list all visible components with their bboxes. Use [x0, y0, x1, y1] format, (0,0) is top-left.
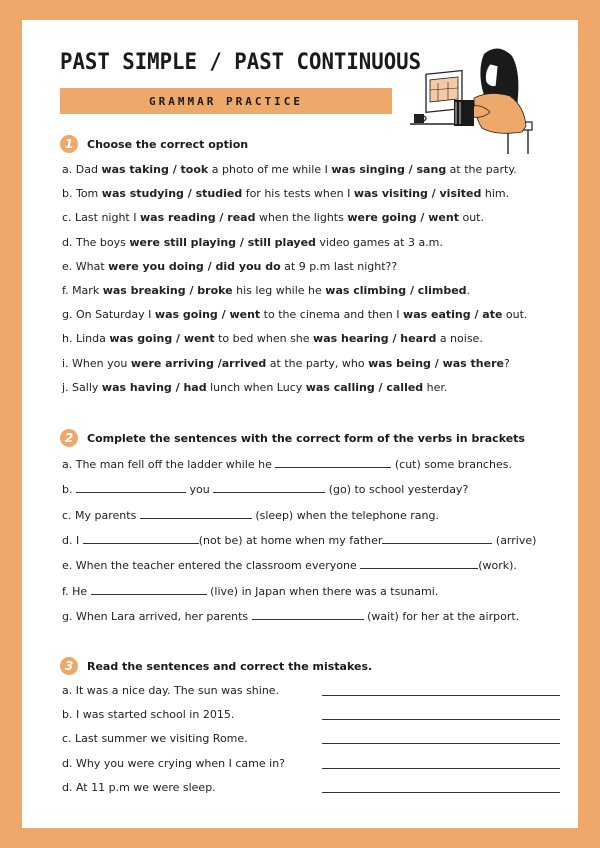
- section-3-heading: Read the sentences and correct the mistakes.: [87, 659, 373, 673]
- sentence-text: (work).: [478, 559, 517, 573]
- exercise-3-item: [62, 684, 279, 698]
- exercise-1-item: [62, 308, 527, 322]
- sentence-text: b. Tom: [62, 187, 102, 201]
- exercise-2-item: [62, 609, 519, 624]
- sentence-text: (live) in Japan when there was a tsunami.: [206, 584, 439, 598]
- sentence-text: at 9 p.m last night??: [280, 259, 398, 273]
- sentence-text: b.: [62, 483, 76, 497]
- option-choice: were arriving /arrived: [130, 356, 267, 370]
- exercise-1-item: [62, 357, 510, 371]
- sentence-text: (not be) at home when my father: [198, 533, 383, 547]
- student-at-laptop-illustration: [410, 38, 536, 156]
- sentence-text: f. He: [62, 584, 91, 598]
- subtitle-text: GRAMMAR PRACTICE: [149, 94, 303, 108]
- section-1-heading: Choose the correct option: [87, 137, 249, 151]
- page-title: PAST SIMPLE / PAST CONTINUOUS: [60, 50, 422, 75]
- option-choice: was reading / read: [139, 211, 256, 225]
- sentence-text: e. When the teacher entered the classroom everyone: [62, 559, 361, 573]
- sentence-text: her.: [423, 380, 448, 394]
- exercise-1-item: [62, 332, 483, 346]
- exercise-3-item: [62, 781, 216, 795]
- option-choice: was being / was there: [368, 356, 504, 370]
- exercise-3-item: [62, 708, 234, 722]
- sentence-text: d. I: [62, 533, 83, 547]
- sentence-text: you: [185, 483, 214, 497]
- answer-blank[interactable]: [140, 508, 252, 519]
- sentence-text: lunch when Lucy: [206, 380, 306, 394]
- option-choice: was going / went: [154, 308, 261, 322]
- option-choice: were you doing / did you do: [108, 259, 281, 273]
- correction-answer-line[interactable]: [322, 719, 560, 720]
- sentence-text: at the party, who: [266, 356, 369, 370]
- option-choice: was studying / studied: [101, 187, 243, 201]
- exercise-2-item: [62, 584, 438, 599]
- answer-blank[interactable]: [91, 584, 207, 595]
- section-1-number: 1: [60, 135, 78, 153]
- sentence-text: c. My parents: [62, 508, 140, 522]
- sentence-text: for his tests when I: [242, 187, 354, 201]
- sentence-text: h. Linda: [62, 332, 110, 346]
- exercise-1-item: [62, 260, 397, 274]
- exercise-1-item: [62, 381, 447, 395]
- option-choice: was breaking / broke: [102, 284, 233, 297]
- sentence-text: .: [466, 284, 471, 297]
- section-2-heading: Complete the sentences with the correct form of the verbs in brackets: [87, 431, 525, 445]
- exercise-1-item: [62, 187, 509, 201]
- sentence-text: i. When you: [62, 356, 131, 370]
- option-choice: was hearing / heard: [313, 332, 437, 346]
- answer-blank[interactable]: [83, 533, 199, 544]
- sentence-text: a noise.: [436, 332, 483, 346]
- exercise-2-item: [62, 558, 517, 573]
- option-choice: was visiting / visited: [353, 187, 482, 201]
- option-choice: was going / went: [109, 332, 215, 346]
- exercise-1-item: [62, 284, 470, 298]
- answer-blank[interactable]: [213, 482, 325, 493]
- exercise-2-item: [62, 457, 512, 472]
- section-3-number: 3: [60, 657, 78, 675]
- exercise-1-item: [62, 163, 517, 177]
- sentence-text: at the party.: [446, 163, 517, 176]
- option-choice: was calling / called: [305, 380, 424, 394]
- sentence-text: when the lights: [255, 211, 348, 225]
- sentence-text: c. Last night I: [62, 211, 140, 225]
- option-choice: were still playing / still played: [129, 235, 316, 249]
- sentence-text: him.: [481, 187, 510, 201]
- option-choice: was having / had: [101, 380, 207, 394]
- correction-answer-line[interactable]: [322, 695, 560, 696]
- option-choice: was climbing / climbed: [325, 284, 467, 297]
- correction-answer-line[interactable]: [322, 768, 560, 769]
- sentence-text: a. The man fell off the ladder while he: [62, 458, 276, 471]
- sentence-text: to bed when she: [214, 332, 314, 346]
- sentence-text: to the cinema and then I: [260, 308, 404, 322]
- section-2-number: 2: [60, 429, 78, 447]
- exercise-2-item: [62, 482, 468, 497]
- exercise-1-item: [62, 236, 443, 250]
- sentence-text: j. Sally: [62, 380, 102, 394]
- sentence-text: ?: [503, 356, 510, 370]
- answer-blank[interactable]: [76, 482, 186, 493]
- sentence-text: f. Mark: [62, 284, 103, 297]
- sentence-text: a photo of me while I: [208, 163, 332, 176]
- subtitle-banner: [60, 88, 392, 114]
- section-1-header: [60, 134, 248, 154]
- sentence-text: (cut) some branches.: [391, 458, 512, 471]
- option-choice: was taking / took: [101, 163, 209, 176]
- answer-blank[interactable]: [382, 533, 492, 544]
- sentence-text: (arrive): [492, 533, 537, 547]
- sentence-text: out.: [502, 308, 528, 322]
- answer-blank[interactable]: [360, 558, 478, 569]
- section-2-header: [60, 428, 525, 448]
- worksheet-page: [22, 20, 578, 828]
- sentence-text: b. I was started school in 2015.: [62, 708, 235, 722]
- sentence-text: (go) to school yesterday?: [325, 483, 469, 497]
- exercise-1-item: [62, 211, 484, 225]
- correction-answer-line[interactable]: [322, 743, 560, 744]
- answer-blank[interactable]: [252, 609, 364, 620]
- sentence-text: d. Why you were crying when I came in?: [62, 756, 286, 770]
- sentence-text: g. On Saturday I: [62, 308, 155, 322]
- option-choice: were going / went: [347, 211, 459, 225]
- sentence-text: a. It was a nice day. The sun was shine.: [62, 684, 280, 697]
- sentence-text: d. The boys: [62, 235, 130, 249]
- exercise-3-item: [62, 757, 285, 771]
- sentence-text: his leg while he: [232, 284, 326, 297]
- sentence-text: a. Dad: [62, 163, 102, 176]
- exercise-2-item: [62, 533, 536, 548]
- answer-blank[interactable]: [275, 457, 391, 468]
- sentence-text: (wait) for her at the airport.: [363, 609, 520, 623]
- option-choice: was eating / ate: [403, 308, 503, 322]
- sentence-text: video games at 3 a.m.: [315, 235, 443, 249]
- section-3-header: [60, 656, 372, 676]
- sentence-text: out.: [458, 211, 484, 225]
- exercise-3-item: [62, 732, 248, 746]
- sentence-text: e. What: [62, 259, 109, 273]
- option-choice: was singing / sang: [331, 163, 447, 176]
- sentence-text: d. At 11 p.m we were sleep.: [62, 780, 216, 794]
- sentence-text: c. Last summer we visiting Rome.: [62, 732, 248, 746]
- exercise-2-item: [62, 508, 439, 523]
- correction-answer-line[interactable]: [322, 792, 560, 793]
- sentence-text: (sleep) when the telephone rang.: [251, 508, 439, 522]
- sentence-text: g. When Lara arrived, her parents: [62, 609, 252, 623]
